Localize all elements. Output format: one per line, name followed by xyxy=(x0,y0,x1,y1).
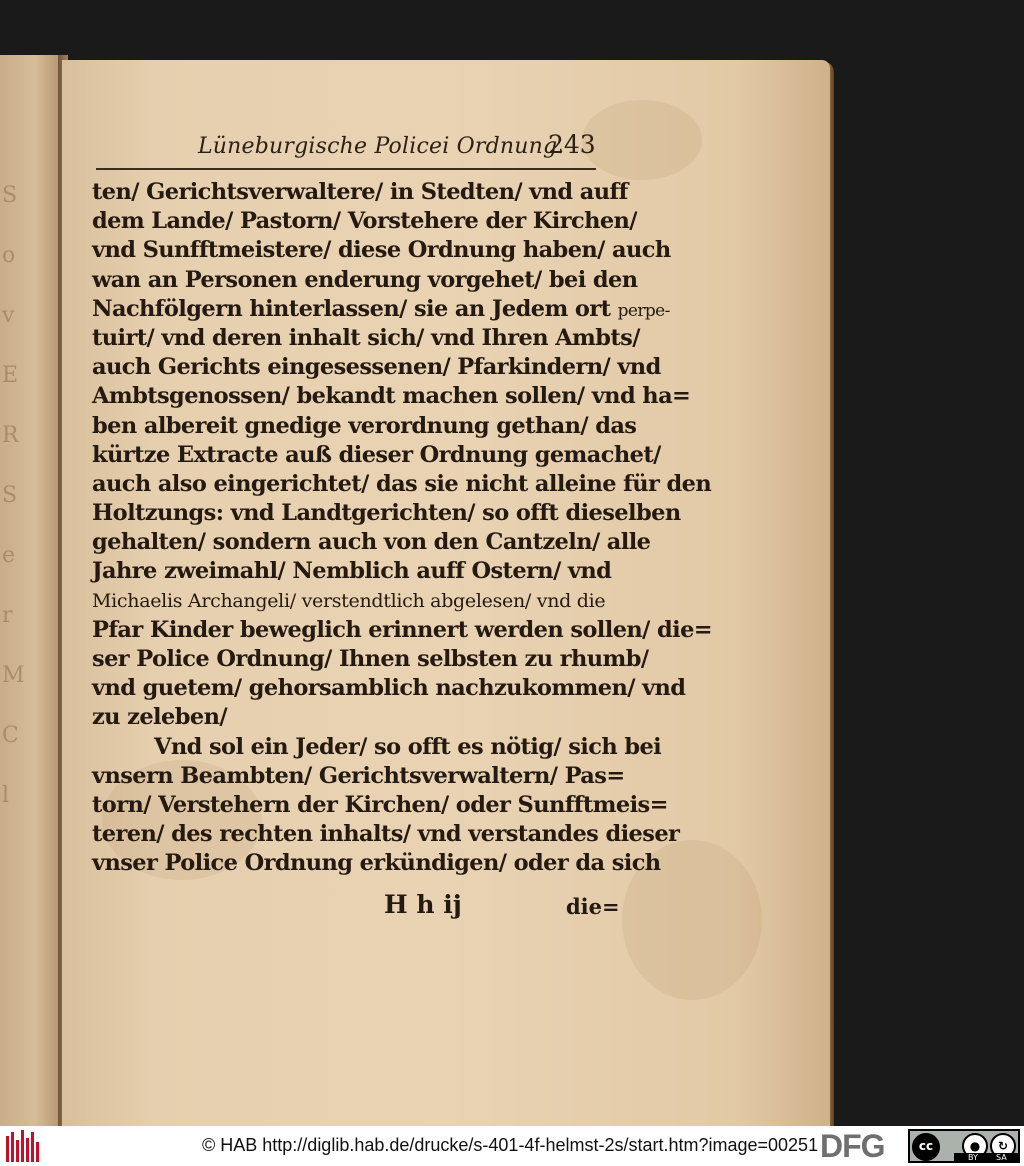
signature-mark: H h ij xyxy=(384,890,462,919)
page-number: 243 xyxy=(548,130,596,159)
dfg-logo: DFG xyxy=(820,1128,885,1164)
sa-icon: ↻ xyxy=(990,1133,1016,1159)
by-icon: ● xyxy=(962,1133,988,1159)
running-head xyxy=(96,130,600,174)
text-line: wan an Personen enderung vorgehet/ bei den xyxy=(92,266,638,293)
cc-license-icon: cc xyxy=(912,1133,940,1161)
text-line: auch also eingerichtet/ das sie nicht alleine für den xyxy=(92,470,712,497)
text-line: Ambtsgenossen/ bekandt machen sollen/ vnd ha= xyxy=(92,383,691,410)
text-line: torn/ Verstehern der Kirchen/ oder Sunfftmeis= xyxy=(92,791,668,818)
cc-license-badge[interactable] xyxy=(908,1129,1020,1163)
text-line: vnd guetem/ gehorsamblich nachzukommen/ vnd xyxy=(92,675,686,702)
text-line: teren/ des rechten inhalts/ vnd verstandes dieser xyxy=(92,821,680,848)
text-line: ser Police Ordnung/ Ihnen selbsten zu rhumb/ xyxy=(92,646,649,672)
hab-barcode-logo-icon[interactable] xyxy=(6,1130,40,1162)
page-body-text xyxy=(92,178,713,879)
text-line: ben albereit gnedige verordnung gethan/ das xyxy=(92,412,637,439)
running-title: Lüneburgische Policei Ordnung. xyxy=(198,134,565,159)
sa-label: SA xyxy=(996,1153,1007,1162)
text-line: vnser Police Ordnung erkündigen/ oder da sich xyxy=(92,850,661,877)
by-label: BY xyxy=(968,1153,978,1162)
text-line: Holtzungs: vnd Landtgerichten/ so offt dieselben xyxy=(92,500,681,527)
text-line: kürtze Extracte auß dieser Ordnung gemachet/ xyxy=(92,441,661,468)
text-line: vnsern Beambten/ Gerichtsverwaltern/ Pas= xyxy=(92,762,625,789)
text-line: gehalten/ sondern auch von den Cantzeln/ alle xyxy=(92,529,651,556)
source-credit-link[interactable]: © HAB http://diglib.hab.de/drucke/s-401-4f-helmst-2s/start.htm?image=00251 xyxy=(202,1135,819,1155)
text-line: Jahre zweimahl/ Nemblich auff Ostern/ vnd xyxy=(92,558,612,585)
text-line: ten/ Gerichtsverwaltere/ in Stedten/ vnd auff xyxy=(92,179,628,205)
catchword: die= xyxy=(566,894,620,919)
adjacent-page-left: S o v E R S e r M C l xyxy=(0,55,58,1127)
text-line: auch Gerichts eingesessenen/ Pfarkindern/ vnd xyxy=(92,354,661,381)
text-line: Pfar Kinder beweglich erinnert werden sollen/ die= xyxy=(92,616,713,643)
text-line: tuirt/ vnd deren inhalt sich/ vnd Ihren Ambts/ xyxy=(92,324,640,351)
text-line xyxy=(92,295,670,324)
text-line: vnd Sunfftmeistere/ diese Ordnung haben/ auch xyxy=(92,237,671,264)
license-labels xyxy=(954,1153,1018,1163)
text-line: Michaelis Archangeli/ verstendtlich abgelesen/ vnd die xyxy=(92,589,606,612)
text-line-margin-word: perpe- xyxy=(617,300,670,321)
text-line: Vnd sol ein Jeder/ so offt es nötig/ sich bei xyxy=(154,733,662,760)
text-line-main: Nachfölgern hinterlassen/ sie an Jedem ort xyxy=(92,295,611,322)
text-line: dem Lande/ Pastorn/ Vorstehere der Kirchen/ xyxy=(92,208,637,235)
text-line: zu zeleben/ xyxy=(92,704,227,731)
header-rule xyxy=(96,168,596,170)
viewer-footer xyxy=(0,1126,1024,1166)
